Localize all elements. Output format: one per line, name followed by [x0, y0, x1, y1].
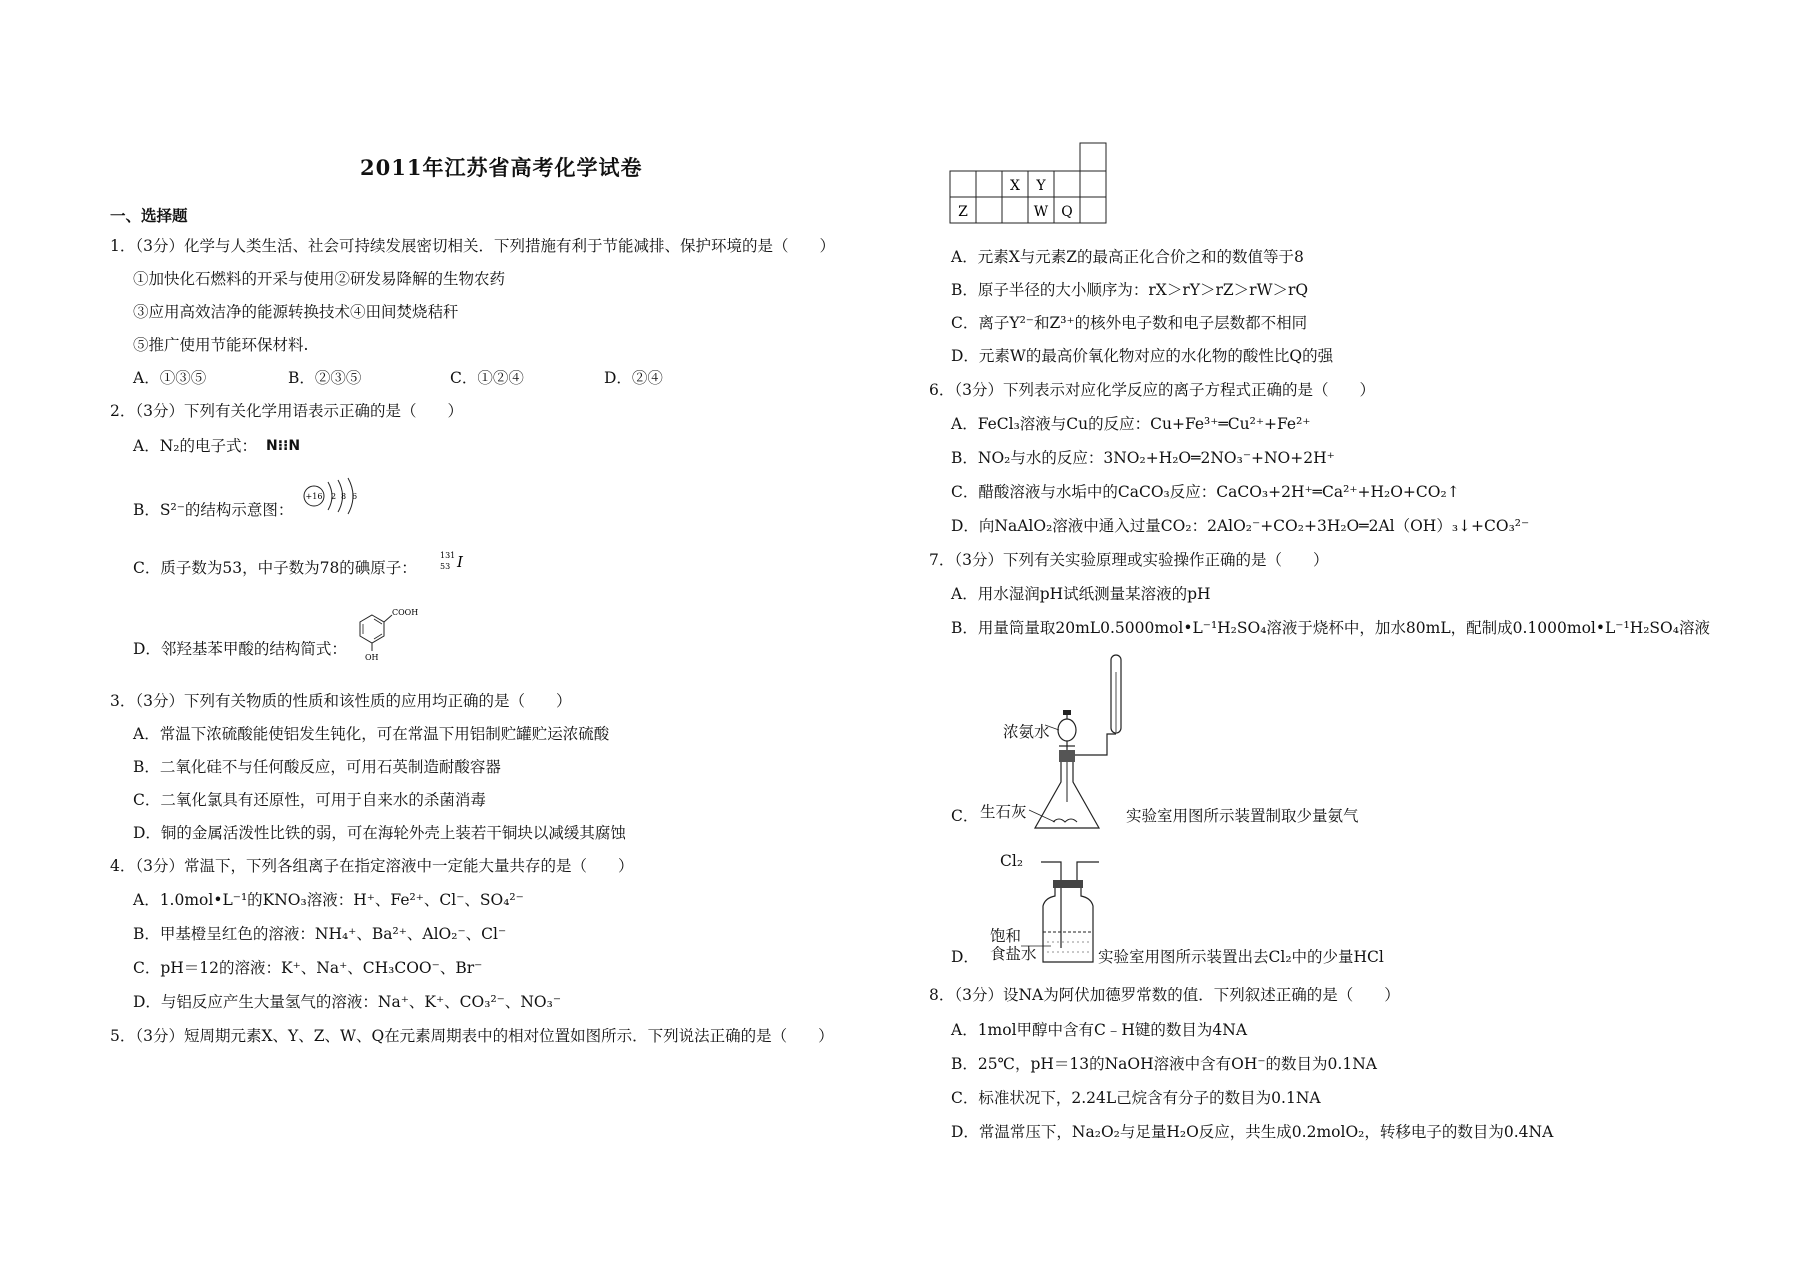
- cell-w: W: [1033, 204, 1049, 220]
- q5-option-d: D．元素W的最高价氧化物对应的水化物的酸性比Q的强: [951, 347, 1334, 365]
- q3-option-a: A．常温下浓硫酸能使铝发生钝化，可在常温下用铝制贮罐贮运浓硫酸: [133, 725, 610, 743]
- q7-option-b: B．用量筒量取20mL0.5000mol•L⁻¹H₂SO₄溶液于烧杯中，加水80mL，配制成0.1000mol•L⁻¹H₂SO₄溶液: [951, 619, 1710, 637]
- q7-option-c: C．: [951, 807, 979, 825]
- q2-option-c: C．质子数为53，中子数为78的碘原子：: [133, 559, 417, 577]
- q3-option-c: C．二氧化氯具有还原性，可用于自来水的杀菌消毒: [133, 791, 486, 809]
- shell-1-count: 2: [331, 492, 337, 501]
- q4-option-b: B．甲基橙呈红色的溶液：NH₄⁺、Ba²⁺、AlO₂⁻、Cl⁻: [133, 925, 507, 943]
- q2-option-a: A．N₂的电子式：: [133, 437, 257, 455]
- q3-option-d: D．铜的金属活泼性比铁的弱，可在海轮外壳上装若干铜块以减缓其腐蚀: [133, 824, 626, 842]
- q7-option-d: D．: [951, 948, 979, 966]
- q8-stem: 8．（3分）设NA为阿伏加德罗常数的值．下列叙述正确的是（ ）: [929, 986, 1400, 1004]
- q1-option-c: C．①②④: [450, 369, 524, 387]
- q6-option-d: D．向NaAlO₂溶液中通入过量CO₂：2AlO₂⁻+CO₂+3H₂O═2Al（OH）₃↓+CO₃²⁻: [951, 517, 1530, 535]
- q1-item3: ⑤推广使用节能环保材料.: [133, 336, 309, 354]
- q8-option-a: A．1mol甲醇中含有C﹣H键的数目为4NA: [951, 1021, 1248, 1039]
- hydroxybenzoic-acid-structure: [352, 605, 424, 663]
- q6-option-b: B．NO₂与水的反应：3NO₂+H₂O═2NO₃⁻+NO+2H⁺: [951, 449, 1335, 467]
- svg-text:I: I: [457, 553, 463, 571]
- svg-text:COOH: COOH: [392, 608, 419, 617]
- q5-option-b: B．原子半径的大小顺序为：rX＞rY＞rZ＞rW＞rQ: [951, 281, 1309, 299]
- q3-stem: 3．（3分）下列有关物质的性质和该性质的应用均正确的是（ ）: [110, 692, 572, 710]
- q2-stem: 2．（3分）下列有关化学用语表示正确的是（ ）: [110, 402, 463, 420]
- iodine-nuclide-symbol: [440, 549, 470, 577]
- q4-option-c: C．pH＝12的溶液：K⁺、Na⁺、CH₃COO⁻、Br⁻: [133, 959, 483, 977]
- q5-option-a: A．元素X与元素Z的最高正化合价之和的数值等于8: [951, 248, 1304, 266]
- s2-ion-structure-diagram: [300, 474, 370, 520]
- q7-stem: 7．（3分）下列有关实验原理或实验操作正确的是（ ）: [929, 551, 1329, 569]
- cell-q: Q: [1061, 204, 1073, 220]
- q1-option-b: B．②③⑤: [288, 369, 362, 387]
- cell-z: Z: [958, 204, 968, 220]
- q7-option-a: A．用水湿润pH试纸测量某溶液的pH: [951, 585, 1211, 603]
- q2-option-b: B．S²⁻的结构示意图：: [133, 501, 294, 519]
- q8-option-d: D．常温常压下，Na₂O₂与足量H₂O反应，共生成0.2molO₂，转移电子的数目为0.4NA: [951, 1123, 1554, 1141]
- section-heading: 一、选择题: [110, 206, 188, 225]
- cell-x: X: [1010, 178, 1020, 194]
- label-chlorine-gas: Cl₂: [1000, 852, 1024, 870]
- label-quicklime: 生石灰: [980, 803, 1027, 821]
- periodic-table-fragment: [950, 143, 1116, 231]
- svg-text:131: 131: [440, 551, 456, 560]
- q4-stem: 4．（3分）常温下，下列各组离子在指定溶液中一定能大量共存的是（ ）: [110, 857, 634, 875]
- q1-item2: ③应用高效洁净的能源转换技术④田间焚烧秸秆: [133, 303, 459, 321]
- q4-option-a: A．1.0mol•L⁻¹的KNO₃溶液：H⁺、Fe²⁺、Cl⁻、SO₄²⁻: [133, 891, 524, 909]
- q5-option-c: C．离子Y²⁻和Z³⁺的核外电子数和电子层数都不相同: [951, 314, 1308, 332]
- exam-title: 2011年江苏省高考化学试卷: [360, 155, 643, 180]
- q4-option-d: D．与铝反应产生大量氢气的溶液：Na⁺、K⁺、CO₃²⁻、NO₃⁻: [133, 993, 562, 1011]
- cell-y: Y: [1036, 178, 1046, 194]
- q2-option-d: D．邻羟基苯甲酸的结构简式：: [133, 640, 347, 658]
- shell-2-count: 8: [341, 492, 347, 501]
- q3-option-b: B．二氧化硅不与任何酸反应，可用石英制造耐酸容器: [133, 758, 501, 776]
- q1-stem: 1．（3分）化学与人类生活、社会可持续发展密切相关．下列措施有利于节能减排、保护环境的是（ ）: [110, 237, 835, 255]
- n2-electron-formula: N⁝⁝N: [266, 438, 301, 454]
- label-concentrated-ammonia: 浓氨水: [1003, 723, 1050, 741]
- label-brine: 食盐水: [990, 945, 1037, 963]
- q6-option-a: A．FeCl₃溶液与Cu的反应：Cu+Fe³⁺═Cu²⁺+Fe²⁺: [951, 415, 1311, 433]
- svg-text:53: 53: [440, 562, 451, 571]
- q1-option-d: D．②④: [604, 369, 663, 387]
- q8-option-b: B．25℃，pH＝13的NaOH溶液中含有OH⁻的数目为0.1NA: [951, 1055, 1377, 1073]
- nucleus-charge: +16: [305, 492, 323, 501]
- shell-3-count: 6: [352, 492, 358, 501]
- label-saturated: 饱和: [990, 927, 1022, 945]
- q5-stem: 5．（3分）短周期元素X、Y、Z、W、Q在元素周期表中的相对位置如图所示．下列说法正确的是（ ）: [110, 1027, 834, 1045]
- q1-option-a: A．①③⑤: [133, 369, 207, 387]
- q6-stem: 6．（3分）下列表示对应化学反应的离子方程式正确的是（ ）: [929, 381, 1375, 399]
- q7-option-c-caption: 实验室用图所示装置制取少量氨气: [1126, 807, 1359, 825]
- q8-option-c: C．标准状况下，2.24L己烷含有分子的数目为0.1NA: [951, 1089, 1321, 1107]
- q1-item1: ①加快化石燃料的开采与使用②研发易降解的生物农药: [133, 270, 506, 288]
- svg-text:OH: OH: [365, 653, 379, 662]
- q6-option-c: C．醋酸溶液与水垢中的CaCO₃反应：CaCO₃+2H⁺═Ca²⁺+H₂O+CO₂↑: [951, 483, 1460, 501]
- q7-option-d-caption: 实验室用图所示装置出去Cl₂中的少量HCl: [1098, 948, 1384, 966]
